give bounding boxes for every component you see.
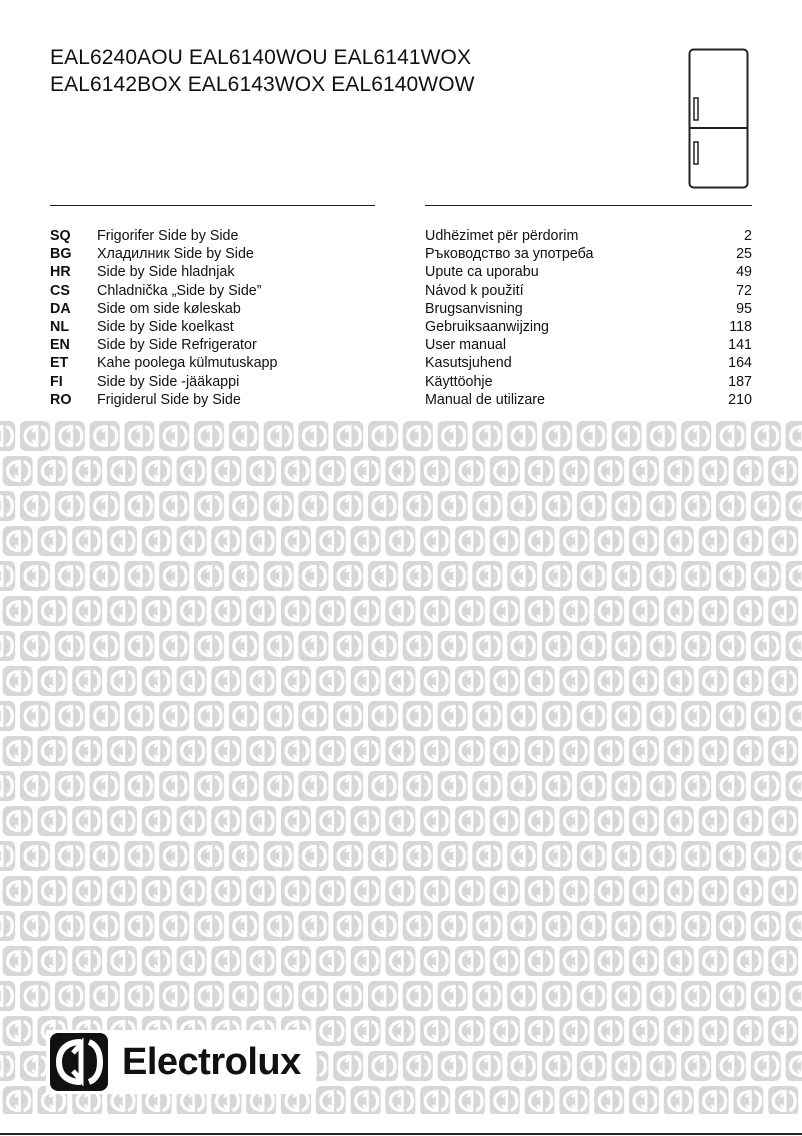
manual-title: Brugsanvisning: [425, 300, 523, 317]
manual-title: Gebruiksaanwijzing: [425, 318, 549, 335]
page-number: 118: [729, 318, 752, 335]
manual-title: Návod k použití: [425, 282, 524, 299]
page-number: 187: [728, 373, 752, 390]
page-number: 164: [728, 355, 752, 372]
bottom-rule: [0, 1133, 802, 1135]
models-line-1: EAL6240AOU EAL6140WOU EAL6141WOX: [50, 46, 472, 69]
toc-row[interactable]: [0, 354, 802, 372]
models-line-2: EAL6142BOX EAL6143WOX EAL6140WOW: [50, 73, 475, 96]
page-number: 141: [728, 337, 752, 354]
language-code: CS: [50, 282, 70, 299]
manual-title: Kasutsjuhend: [425, 355, 512, 372]
divider-left: [50, 205, 375, 206]
electrolux-logo-icon: [50, 1033, 108, 1091]
toc-row[interactable]: [0, 336, 802, 354]
product-name: Side by Side hladnjak: [97, 264, 235, 281]
divider-right: [425, 205, 752, 206]
language-code: SQ: [50, 228, 71, 244]
table-of-contents: [0, 227, 802, 409]
manual-title: Manual de utilizare: [425, 391, 546, 408]
product-name: Frigiderul Side by Side: [97, 391, 241, 408]
toc-row[interactable]: [0, 318, 802, 336]
toc-row[interactable]: [0, 245, 802, 263]
language-code: NL: [50, 318, 70, 335]
product-name: Side by Side Refrigerator: [97, 337, 257, 354]
manual-title: User manual: [425, 337, 507, 354]
manual-title: Upute ca uporabu: [425, 264, 539, 281]
language-code: ET: [50, 355, 69, 372]
fridge-icon: [688, 48, 752, 190]
product-name: Хладилник Side by Side: [97, 246, 254, 263]
logo-pattern-background: [0, 419, 802, 1114]
page-number: 72: [736, 282, 752, 299]
toc-row[interactable]: [0, 373, 802, 391]
model-list: [50, 44, 475, 98]
language-code: BG: [50, 246, 72, 263]
product-name: Side om side køleskab: [97, 300, 241, 317]
toc-row[interactable]: [0, 263, 802, 281]
page-number: 210: [728, 391, 752, 408]
language-code: RO: [50, 391, 72, 408]
manual-title: Käyttöohje: [425, 373, 493, 390]
language-code: HR: [50, 264, 71, 281]
toc-row[interactable]: [0, 300, 802, 318]
product-name: Side by Side koelkast: [97, 318, 234, 335]
page-number: 95: [736, 300, 752, 317]
page-number: 2: [744, 228, 752, 244]
page-number: 25: [736, 246, 752, 263]
manual-title: Ръководство за употреба: [425, 246, 594, 263]
toc-row[interactable]: [0, 391, 802, 409]
product-name: Chladnička „Side by Side”: [97, 282, 262, 299]
manual-title: Udhëzimet për përdorim: [425, 228, 579, 244]
product-name: Kahe poolega külmutuskapp: [97, 355, 278, 372]
product-name: Side by Side -jääkappi: [97, 373, 240, 390]
toc-row[interactable]: [0, 227, 802, 245]
toc-row[interactable]: [0, 282, 802, 300]
product-name: Frigorifer Side by Side: [97, 228, 239, 244]
page-number: 49: [736, 264, 752, 281]
language-code: EN: [50, 337, 70, 354]
brand-name: Electrolux: [122, 1041, 301, 1083]
language-code: DA: [50, 300, 71, 317]
language-code: FI: [50, 373, 63, 390]
